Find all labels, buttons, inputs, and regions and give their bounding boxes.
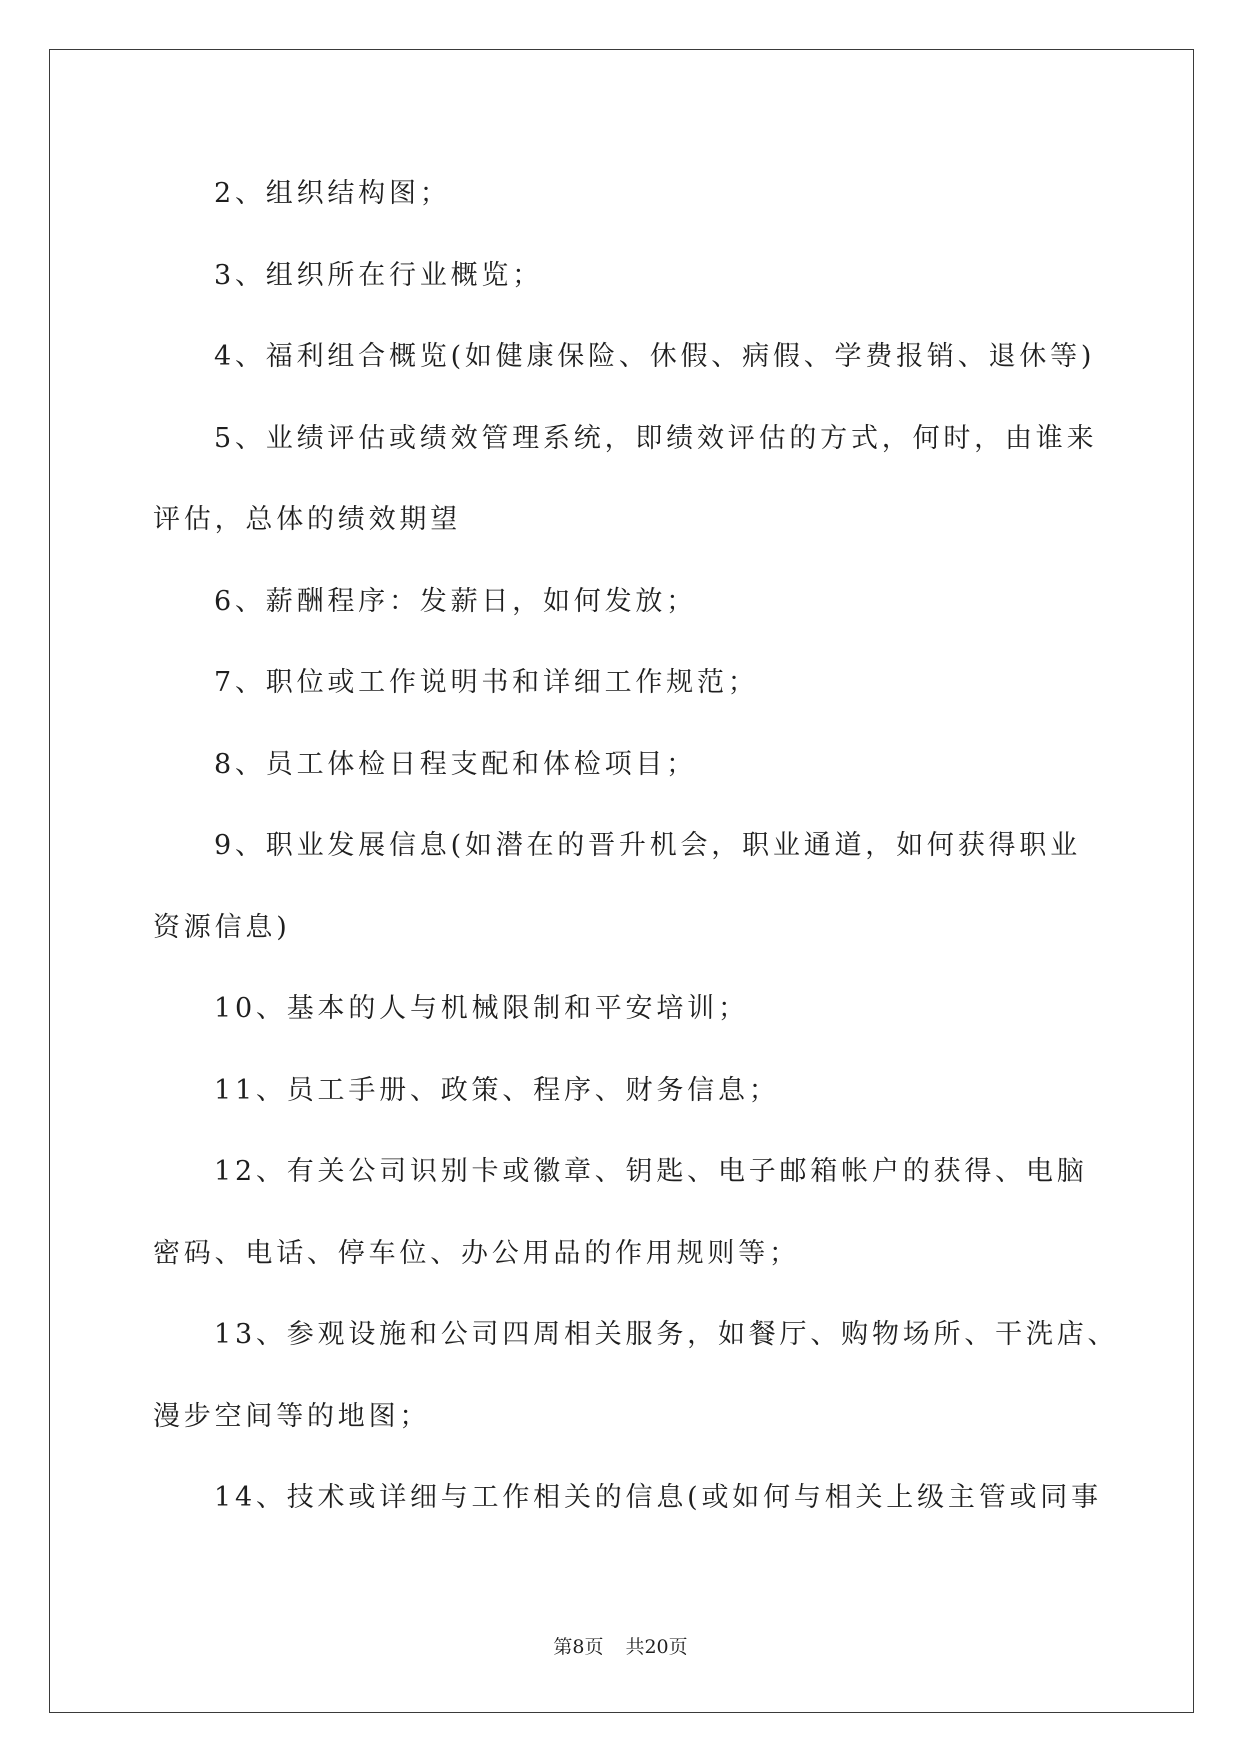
- paragraph-line: 10、基本的人与机械限制和平安培训；: [214, 993, 749, 1024]
- paragraph-line: 评估，总体的绩效期望: [153, 504, 461, 535]
- total-page-count: 共20页: [625, 1636, 688, 1658]
- list-item: [153, 1131, 1183, 1294]
- list-item: [153, 805, 1183, 968]
- paragraph-line: 密码、电话、停车位、办公用品的作用规则等；: [153, 1237, 800, 1269]
- paragraph-line: 9、职业发展信息(如潜在的晋升机会，职业通道，如何获得职业: [214, 830, 1081, 861]
- paragraph-line: 3、组织所在行业概览；: [214, 259, 543, 291]
- document-body: [153, 153, 1183, 1539]
- list-item: [153, 642, 1183, 724]
- list-item: [153, 968, 1183, 1050]
- current-page-number: 第8页: [553, 1636, 604, 1658]
- paragraph-line: 7、职位或工作说明书和详细工作规范；: [214, 667, 759, 698]
- list-item: [153, 561, 1183, 643]
- list-item: [153, 316, 1183, 398]
- paragraph-line: 资源信息): [153, 911, 291, 943]
- paragraph-line: 14、技术或详细与工作相关的信息(或如何与相关上级主管或同事: [214, 1482, 1102, 1513]
- paragraph-line: 8、员工体检日程支配和体检项目；: [214, 748, 697, 780]
- list-item: [153, 1050, 1183, 1132]
- paragraph-line: 11、员工手册、政策、程序、财务信息；: [214, 1074, 780, 1106]
- list-item: [153, 235, 1183, 317]
- list-item: [153, 398, 1183, 561]
- paragraph-line: 6、薪酬程序：发薪日，如何发放；: [214, 585, 697, 617]
- list-item: [153, 1457, 1183, 1539]
- list-item: [153, 1294, 1183, 1457]
- paragraph-line: 12、有关公司识别卡或徽章、钥匙、电子邮箱帐户的获得、电脑: [214, 1156, 1088, 1187]
- paragraph-line: 5、业绩评估或绩效管理系统，即绩效评估的方式，何时，由谁来: [214, 422, 1098, 454]
- list-item: [153, 153, 1183, 235]
- paragraph-line: 2、组织结构图；: [214, 178, 451, 209]
- paragraph-line: 漫步空间等的地图；: [153, 1400, 431, 1432]
- paragraph-line: 13、参观设施和公司四周相关服务，如餐厅、购物场所、干洗店、: [214, 1319, 1119, 1350]
- list-item: [153, 724, 1183, 806]
- page-footer: [0, 1634, 1241, 1660]
- paragraph-line: 4、福利组合概览(如健康保险、休假、病假、学费报销、退休等): [214, 341, 1096, 372]
